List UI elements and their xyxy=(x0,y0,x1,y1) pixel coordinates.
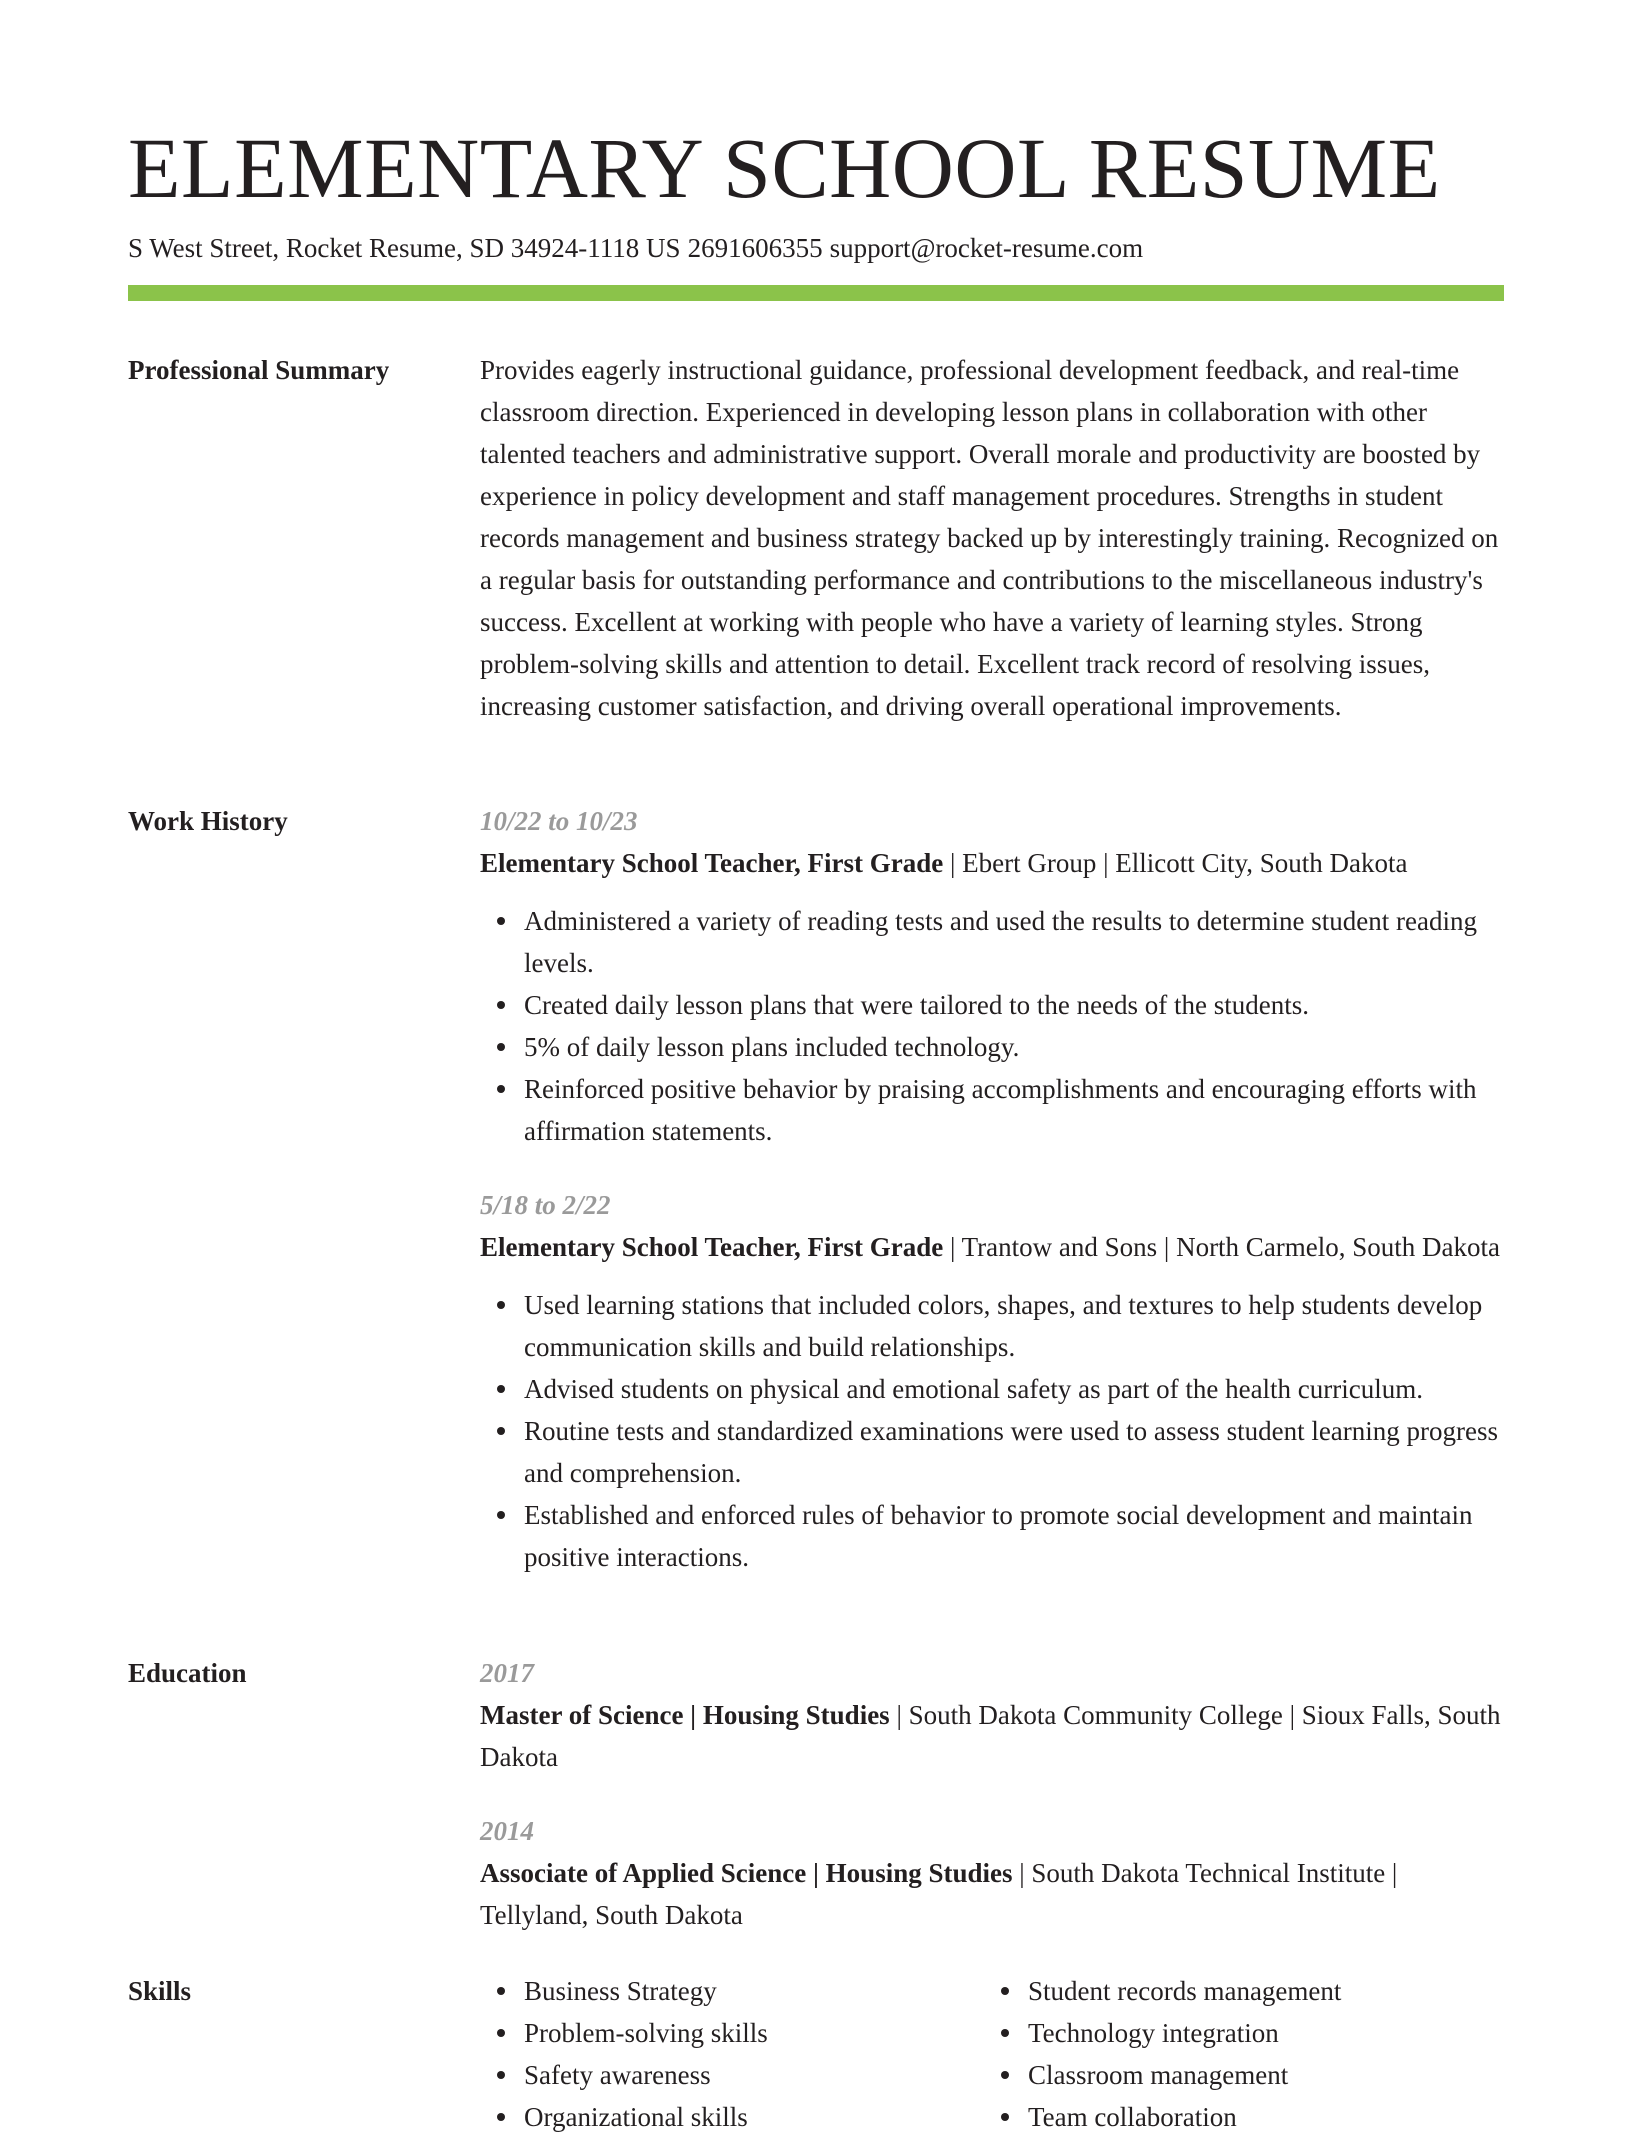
contact-line xyxy=(128,230,1143,266)
skills-column-right xyxy=(984,1970,1488,2138)
education-entry xyxy=(480,1652,1504,1778)
job-details: | Ebert Group | Ellicott City, South Dakota xyxy=(943,848,1408,878)
skill-item: Student records management xyxy=(1028,1970,1488,2012)
skills-body xyxy=(480,1970,1504,2138)
education-details: | South Dakota Technical Institute | Tellyland, South Dakota xyxy=(480,1858,1398,1930)
summary-text: Provides eagerly instructional guidance, professional development feedback, and real-time classroom direction. Experienced in developing lesson plans in collaboration with other talented teachers and administrative support. Overall morale and productivity are boosted by experience in policy development and staff management procedures. Strengths in student records management and business strategy backed up by interestingly training. Recognized on a regular basis for outstanding performance and contributions to the miscellaneous industry's success. Excellent at working with people who have a variety of learning styles. Strong problem-solving skills and attention to detail. Excellent track record of resolving issues, increasing customer satisfaction, and driving overall operational improvements. xyxy=(480,355,1499,721)
accent-divider xyxy=(128,285,1504,301)
job-bullet: Reinforced positive behavior by praising accomplishments and encouraging efforts with affirmation statements. xyxy=(524,1068,1504,1152)
education-year: 2017 xyxy=(480,1658,534,1688)
job-bullet: Advised students on physical and emotional safety as part of the health curriculum. xyxy=(524,1368,1504,1410)
job-title: Elementary School Teacher, First Grade xyxy=(480,848,944,878)
skills-list-right xyxy=(984,1970,1488,2138)
job-bullet: Established and enforced rules of behavior to promote social development and maintain positive interactions. xyxy=(524,1494,1504,1578)
skill-item: Organizational skills xyxy=(524,2096,984,2138)
skill-item: Problem-solving skills xyxy=(524,2012,984,2054)
job-entry xyxy=(480,800,1504,1152)
skills-list-left xyxy=(480,1970,984,2138)
job-dates: 5/18 to 2/22 xyxy=(480,1190,611,1220)
skills-columns xyxy=(480,1970,1504,2138)
job-bullet: Administered a variety of reading tests and used the results to determine student reading levels. xyxy=(524,900,1504,984)
skills-column-left xyxy=(480,1970,984,2138)
job-title: Elementary School Teacher, First Grade xyxy=(480,1232,944,1262)
skill-item: Team collaboration xyxy=(1028,2096,1488,2138)
summary-heading: Professional Summary xyxy=(128,355,390,385)
skills-heading: Skills xyxy=(128,1976,192,2006)
work-history-heading: Work History xyxy=(128,806,288,836)
education-year: 2014 xyxy=(480,1816,534,1846)
job-bullets xyxy=(480,900,1504,1152)
job-heading xyxy=(480,1226,1504,1268)
job-details: | Trantow and Sons | North Carmelo, South Dakota xyxy=(943,1232,1501,1262)
job-entry xyxy=(480,1184,1504,1578)
skill-item: Classroom management xyxy=(1028,2054,1488,2096)
contact-email[interactable]: support@rocket-resume.com xyxy=(829,233,1144,263)
job-heading xyxy=(480,842,1504,884)
summary-body xyxy=(480,349,1504,727)
job-bullet: Routine tests and standardized examinations were used to assess student learning progress and comprehension. xyxy=(524,1410,1504,1494)
skill-item: Business Strategy xyxy=(524,1970,984,2012)
skill-item: Safety awareness xyxy=(524,2054,984,2096)
education-degree: Associate of Applied Science | Housing Studies xyxy=(480,1858,1013,1888)
job-bullets xyxy=(480,1284,1504,1578)
education-details: | South Dakota Community College | Sioux Falls, South Dakota xyxy=(480,1700,1501,1772)
education-heading-line xyxy=(480,1852,1504,1936)
job-bullet: Used learning stations that included colors, shapes, and textures to help students develop communication skills and build relationships. xyxy=(524,1284,1504,1368)
skill-item: Technology integration xyxy=(1028,2012,1488,2054)
job-bullet: 5% of daily lesson plans included technology. xyxy=(524,1026,1504,1068)
education-body xyxy=(480,1652,1504,1968)
work-history-body xyxy=(480,800,1504,1610)
education-entry xyxy=(480,1810,1504,1936)
education-degree: Master of Science | Housing Studies xyxy=(480,1700,890,1730)
contact-address: S West Street, Rocket Resume, SD 34924-1118 US xyxy=(128,233,681,263)
contact-phone: 2691606355 xyxy=(687,233,823,263)
job-bullet: Created daily lesson plans that were tailored to the needs of the students. xyxy=(524,984,1504,1026)
job-dates: 10/22 to 10/23 xyxy=(480,806,638,836)
education-heading-line xyxy=(480,1694,1504,1778)
education-heading: Education xyxy=(128,1658,247,1688)
resume-title: ELEMENTARY SCHOOL RESUME xyxy=(128,120,1441,216)
